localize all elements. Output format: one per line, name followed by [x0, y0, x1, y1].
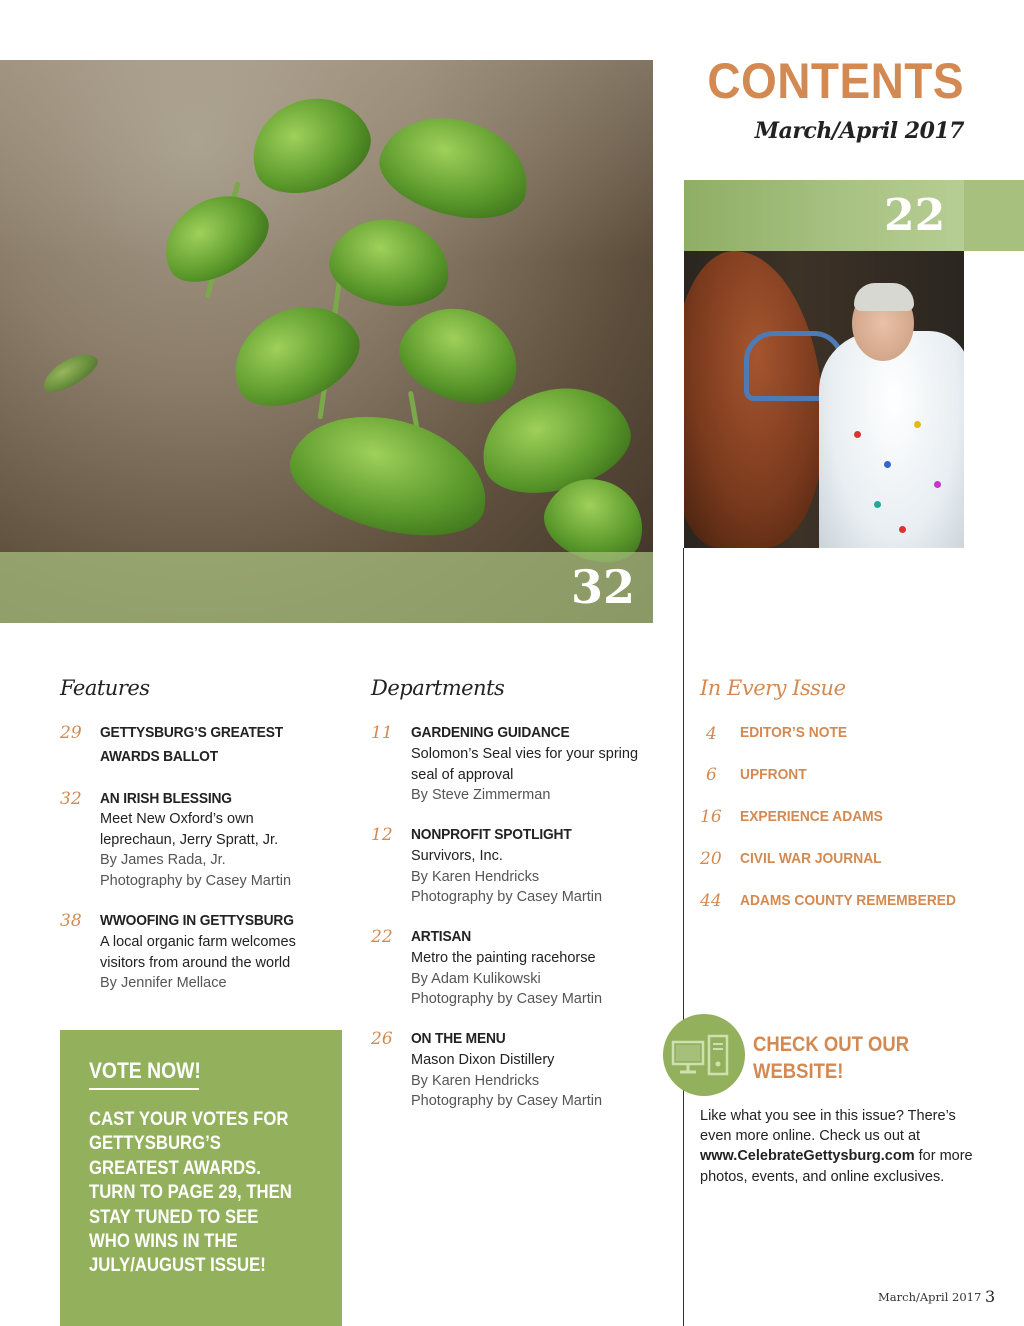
feature-byline: By Jennifer Mellace [100, 975, 227, 991]
vote-title-underline [89, 1088, 199, 1090]
department-description: seal of approval [411, 766, 514, 783]
department-page-number: 11 [371, 723, 393, 743]
website-heading-line-1: CHECK OUT OUR [753, 1033, 910, 1056]
column-divider [683, 548, 684, 1326]
footer-issue-date: March/April 2017 [878, 1290, 982, 1304]
vote-body: CAST YOUR VOTES FOR GETTYSBURG’S GREATEST AWARDS. TURN TO PAGE 29, THEN STAY TUNED TO SEE WHO WINS IN THE JULY/AUGUST ISSUE! [89, 1109, 292, 1277]
every-issue-page-number: 4 [706, 724, 717, 744]
departments-heading: Departments [371, 676, 505, 700]
computer-icon [663, 1014, 745, 1096]
side-photo-horse-and-man [684, 251, 964, 548]
feature-photo-credit: Photography by Casey Martin [100, 872, 292, 889]
department-title: ARTISAN [411, 928, 472, 945]
department-byline: By Steve Zimmerman [411, 787, 551, 803]
every-issue-title: UPFRONT [740, 766, 807, 783]
department-description: Mason Dixon Distillery [411, 1052, 555, 1068]
feature-description: Meet New Oxford’s own [100, 811, 254, 827]
vote-now-box [60, 1030, 342, 1326]
website-text-outro: for more photos, events, and online exclusives. [700, 1148, 973, 1185]
feature-page-number: 38 [60, 911, 82, 931]
side-photo-band [684, 180, 1024, 251]
every-issue-heading: In Every Issue [700, 676, 846, 700]
every-issue-page-number: 6 [706, 765, 717, 785]
issue-date: March/April 2017 [754, 118, 964, 144]
department-title: NONPROFIT SPOTLIGHT [411, 826, 572, 843]
department-byline: By Karen Hendricks [411, 1072, 540, 1089]
website-link[interactable]: www.CelebrateGettysburg.com [700, 1148, 915, 1165]
feature-title: AN IRISH BLESSING [100, 790, 232, 807]
department-page-number: 12 [371, 825, 393, 845]
feature-page-number: 29 [60, 723, 82, 743]
department-description: Survivors, Inc. [411, 848, 503, 864]
feature-photo-page-number: 32 [570, 560, 635, 614]
side-photo-page-number: 22 [884, 190, 946, 241]
department-page-number: 26 [371, 1029, 393, 1049]
website-text-intro: Like what you see in this issue? There’s even more online. Check us out at [700, 1108, 956, 1145]
vote-title: VOTE NOW! [89, 1058, 201, 1083]
department-byline: By Adam Kulikowski [411, 970, 541, 987]
feature-description: visitors from around the world [100, 954, 291, 971]
every-issue-page-number: 44 [700, 891, 722, 911]
department-title: GARDENING GUIDANCE [411, 724, 570, 741]
every-issue-title: CIVIL WAR JOURNAL [740, 850, 882, 867]
website-text [700, 1106, 980, 1187]
page-title: CONTENTS [707, 53, 964, 109]
every-issue-page-number: 20 [700, 849, 722, 869]
every-issue-title: ADAMS COUNTY REMEMBERED [740, 892, 956, 909]
page-number: 3 [985, 1287, 996, 1306]
every-issue-page-number: 16 [700, 807, 722, 827]
department-photo-credit: Photography by Casey Martin [411, 1093, 603, 1109]
department-page-number: 22 [371, 927, 393, 947]
every-issue-title: EXPERIENCE ADAMS [740, 808, 883, 825]
feature-description: leprechaun, Jerry Spratt, Jr. [100, 831, 279, 848]
feature-title: AWARDS BALLOT [100, 748, 218, 765]
feature-title: WWOOFING IN GETTYSBURG [100, 912, 294, 929]
department-photo-credit: Photography by Casey Martin [411, 991, 603, 1007]
feature-description: A local organic farm welcomes [100, 934, 296, 950]
department-description: Metro the painting racehorse [411, 950, 596, 966]
department-photo-credit: Photography by Casey Martin [411, 889, 603, 905]
department-byline: By Karen Hendricks [411, 868, 540, 885]
features-heading: Features [60, 676, 150, 700]
feature-page-number: 32 [60, 789, 82, 809]
department-title: ON THE MENU [411, 1030, 506, 1047]
website-badge [663, 1014, 745, 1096]
every-issue-title: EDITOR’S NOTE [740, 724, 848, 741]
department-description: Solomon’s Seal vies for your spring [411, 746, 639, 762]
website-heading-line-2: WEBSITE! [753, 1060, 844, 1083]
feature-photo-seedlings [0, 60, 653, 623]
website-heading [753, 1031, 909, 1085]
feature-title: GETTYSBURG’S GREATEST [100, 724, 283, 741]
feature-byline: By James Rada, Jr. [100, 852, 226, 868]
